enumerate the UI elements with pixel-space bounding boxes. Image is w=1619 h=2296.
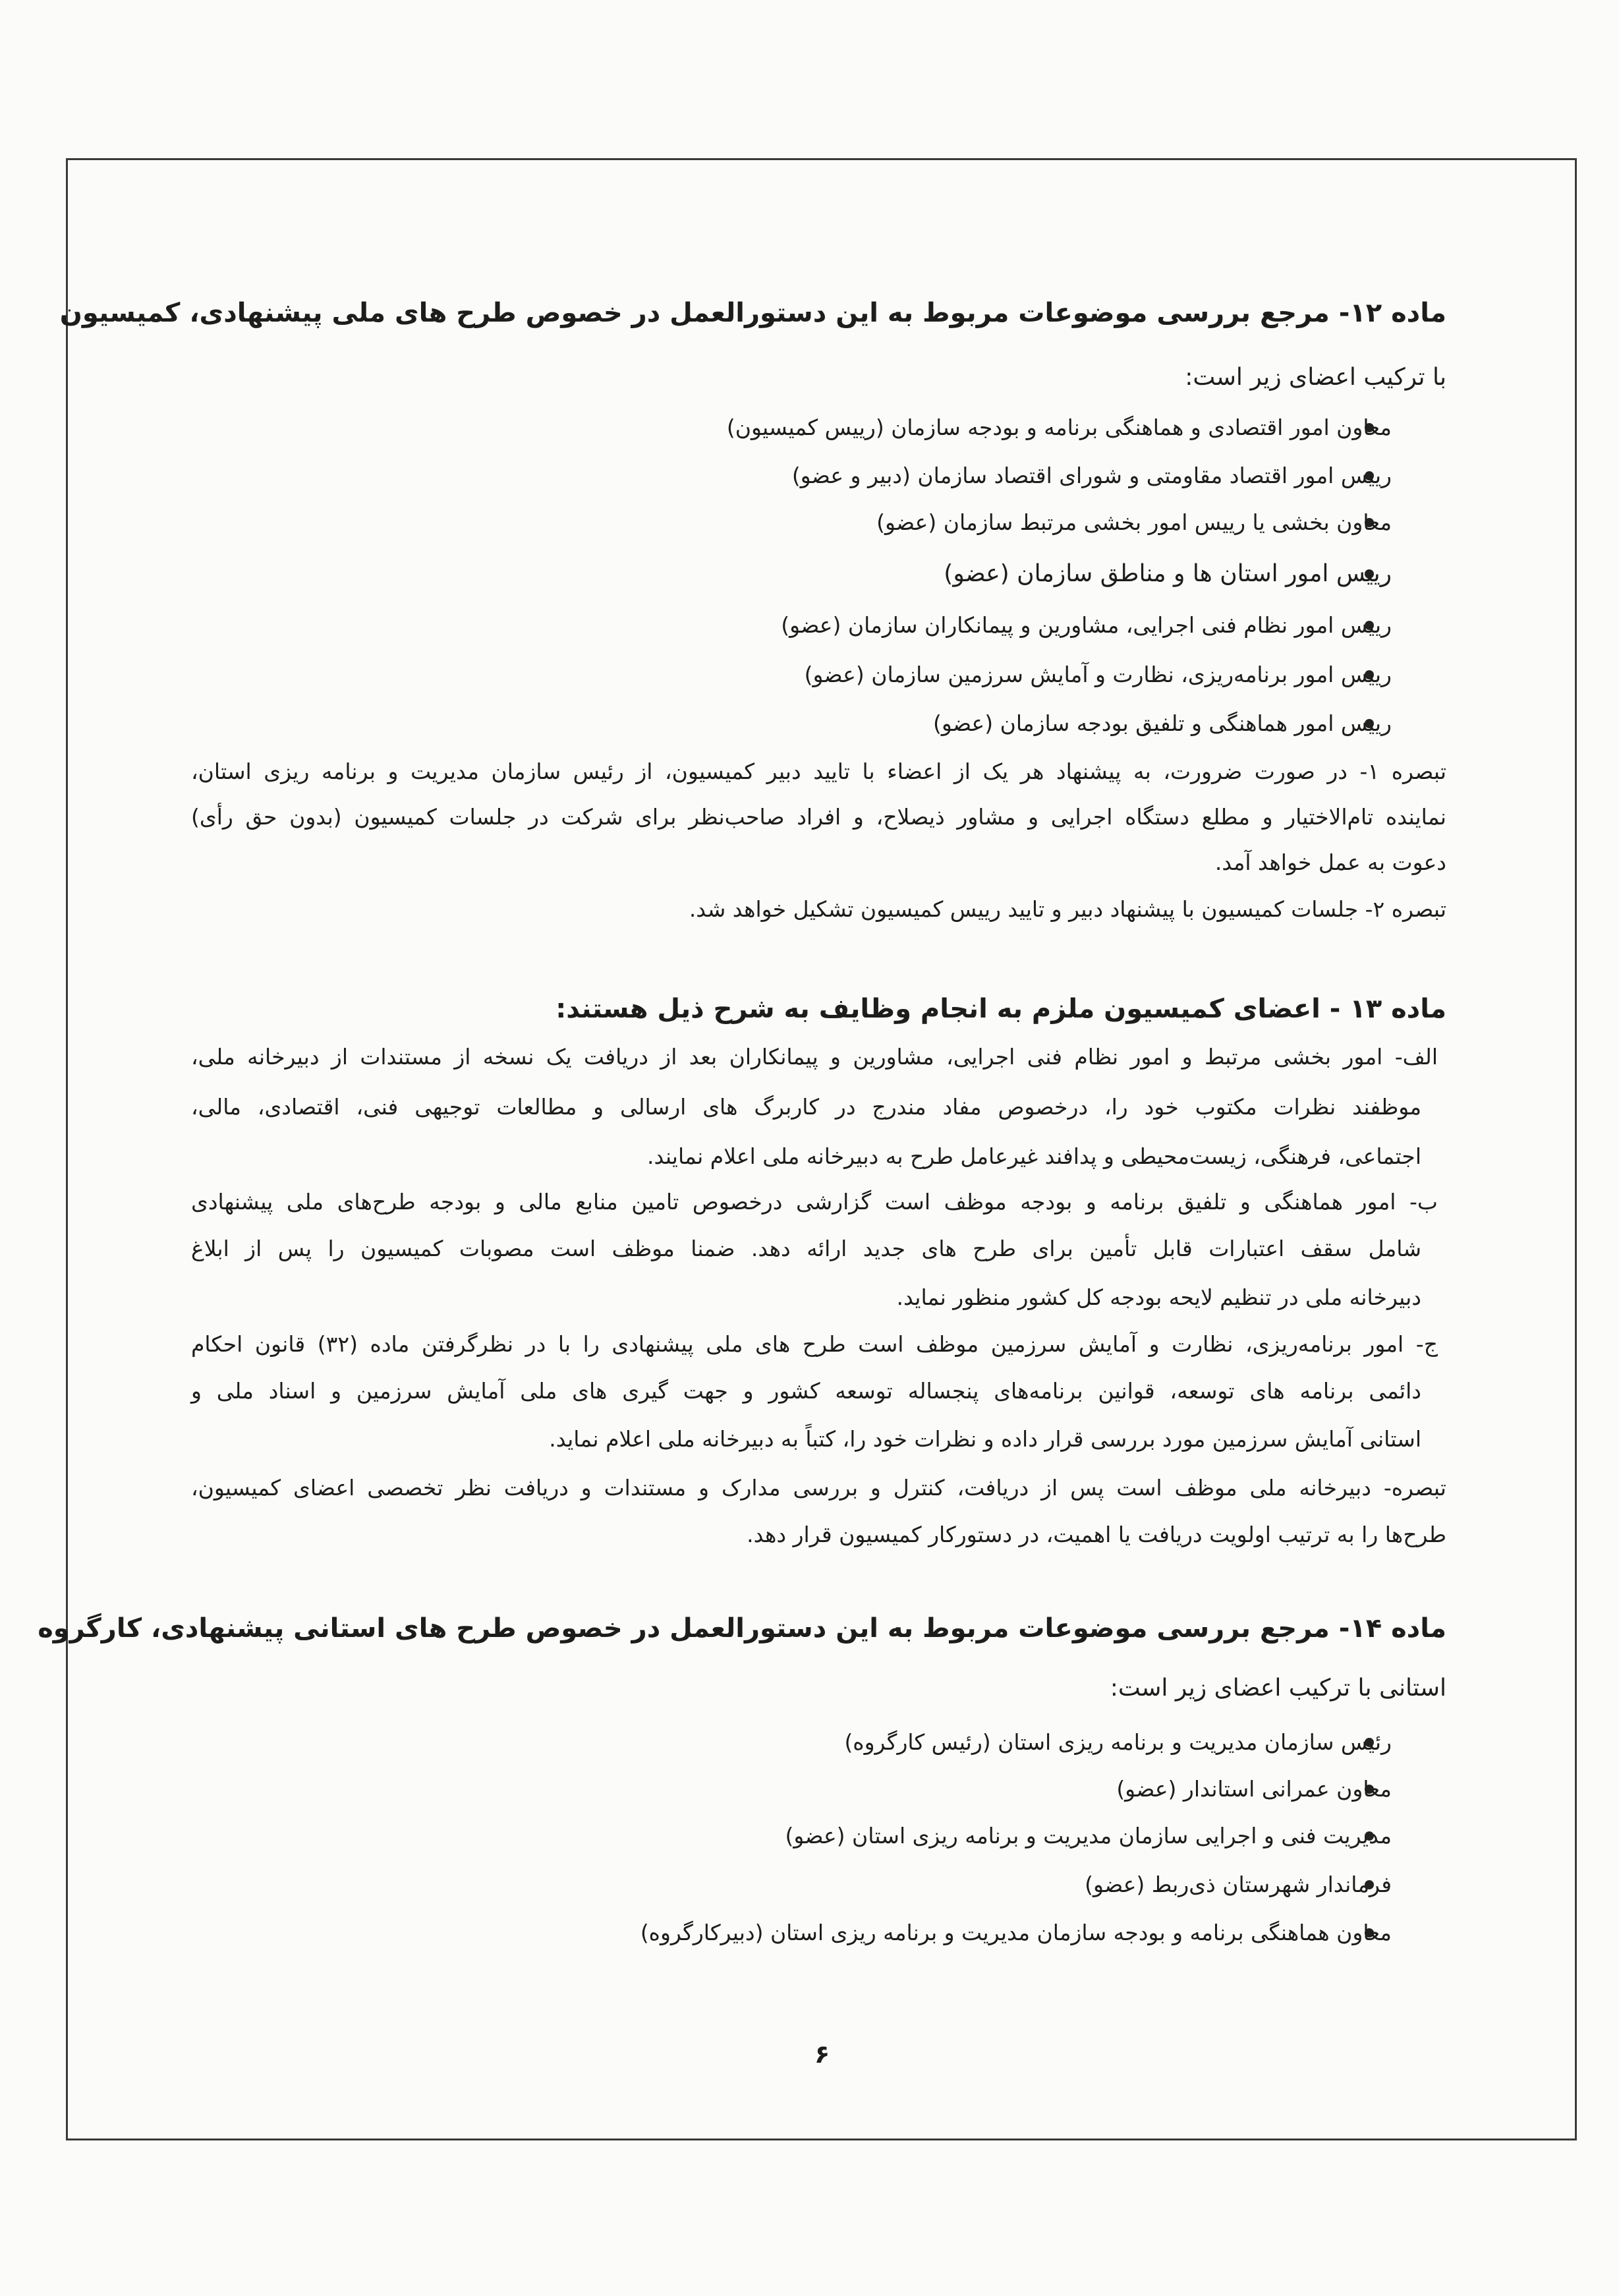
note-1-line: دعوت به عمل خواهد آمد. — [1214, 849, 1446, 875]
member-item: معاون هماهنگی برنامه و بودجه سازمان مدیریت و برنامه ریزی استان (دبیرکارگروه) — [640, 1920, 1392, 1945]
article-12-heading-cont: با ترکیب اعضای زیر است: — [1185, 364, 1446, 391]
note-1-line: تبصره ۱- در صورت ضرورت، به پیشنهاد هر یک از اعضاء با تایید دبیر کمیسیون، از رئیس سازمان مدیریت و برنامه ریزی استان، — [191, 759, 1447, 784]
member-item: رییس امور برنامه‌ریزی، نظارت و آمایش سرزمین سازمان (عضو) — [804, 662, 1392, 687]
page-number: ۶ — [814, 2040, 830, 2069]
clause-be-line: دبیرخانه ملی در تنظیم لایحه بودجه کل کشور منظور نماید. — [896, 1284, 1421, 1310]
article-14-heading: ماده ۱۴- مرجع بررسی موضوعات مربوط به این دستورالعمل در خصوص طرح های استانی پیشنهادی، کارگروه — [38, 1613, 1446, 1644]
member-item: رییس امور استان ها و مناطق سازمان (عضو) — [944, 560, 1392, 587]
article-13-note-line: تبصره- دبیرخانه ملی موظف است پس از دریافت، کنترل و بررسی مدارک و مستندات و دریافت نظر تخصصی اعضای کمیسیون، — [191, 1475, 1446, 1501]
member-item: فرماندار شهرستان ذی‌ربط (عضو) — [1085, 1872, 1392, 1897]
article-12-heading: ماده ۱۲- مرجع بررسی موضوعات مربوط به این دستورالعمل در خصوص طرح های ملی پیشنهادی، کمیسیون — [59, 298, 1446, 328]
member-item: رییس امور اقتصاد مقاومتی و شورای اقتصاد سازمان (دبیر و عضو) — [791, 463, 1392, 488]
clause-jim-line: استانی آمایش سرزمین مورد بررسی قرار داده و نظرات خود را، کتباً به دبیرخانه ملی اعلام نماید. — [549, 1426, 1421, 1452]
member-item: معاون بخشی یا رییس امور بخشی مرتبط سازمان (عضو) — [876, 509, 1392, 535]
member-item: رییس امور هماهنگی و تلفیق بودجه سازمان (عضو) — [933, 710, 1392, 736]
article-14-heading-cont: استانی با ترکیب اعضای زیر است: — [1110, 1675, 1446, 1702]
clause-jim-line: ج- امور برنامه‌ریزی، نظارت و آمایش سرزمین موظف است طرح های ملی پیشنهادی را با در نظرگرفتن ماده (۳۲) قانون احکام — [191, 1331, 1438, 1357]
clause-alef-line: اجتماعی، فرهنگی، زیست‌محیطی و پدافند غیرعامل طرح به دبیرخانه ملی اعلام نمایند. — [647, 1143, 1421, 1169]
member-item: رییس امور نظام فنی اجرایی، مشاورین و پیمانکاران سازمان (عضو) — [781, 612, 1392, 638]
article-13-note-line: طرح‌ها را به ترتیب اولویت دریافت یا اهمیت، در دستورکار کمیسیون قرار دهد. — [747, 1522, 1446, 1547]
member-item: مدیریت فنی و اجرایی سازمان مدیریت و برنامه ریزی استان (عضو) — [785, 1823, 1392, 1849]
clause-alef-line: الف- امور بخشی مرتبط و امور نظام فنی اجرایی، مشاورین و پیمانکاران بعد از دریافت یک نسخه از مستندات از دبیرخانه ملی، — [191, 1044, 1438, 1070]
note-2: تبصره ۲- جلسات کمیسیون با پیشنهاد دبیر و تایید رییس کمیسیون تشکیل خواهد شد. — [689, 896, 1446, 922]
member-item: معاون عمرانی استاندار (عضو) — [1116, 1776, 1392, 1802]
member-item: رئیس سازمان مدیریت و برنامه ریزی استان (رئیس کارگروه) — [844, 1729, 1392, 1755]
article-13-heading: ماده ۱۳ - اعضای کمیسیون ملزم به انجام وظایف به شرح ذیل هستند: — [555, 994, 1446, 1024]
clause-be-line: ب- امور هماهنگی و تلفیق برنامه و بودجه موظف است گزارشی درخصوص تامین منابع مالی و بودجه طرح‌های ملی پیشنهادی — [191, 1189, 1438, 1215]
member-item: معاون امور اقتصادی و هماهنگی برنامه و بودجه سازمان (رییس کمیسیون) — [726, 415, 1392, 440]
clause-jim-line: دائمی برنامه های توسعه، قوانین برنامه‌های پنجساله توسعه کشور و جهت گیری های ملی آمایش سرزمین و اسناد ملی و — [191, 1378, 1421, 1404]
clause-be-line: شامل سقف اعتبارات قابل تأمین برای طرح های جدید ارائه دهد. ضمنا موظف است مصوبات کمیسیون را پس از ابلاغ — [191, 1236, 1421, 1261]
clause-alef-line: موظفند نظرات مکتوب خود را، درخصوص مفاد مندرج در کاربرگ های ارسالی و مطالعات توجیهی فنی، اقتصادی، مالی، — [191, 1094, 1421, 1120]
note-1-line: نماینده تام‌الاختیار و مطلع دستگاه اجرایی و مشاور ذیصلاح، و افراد صاحب‌نظر برای شرکت در جلسات کمیسیون (بدون حق رأی) — [191, 804, 1446, 830]
